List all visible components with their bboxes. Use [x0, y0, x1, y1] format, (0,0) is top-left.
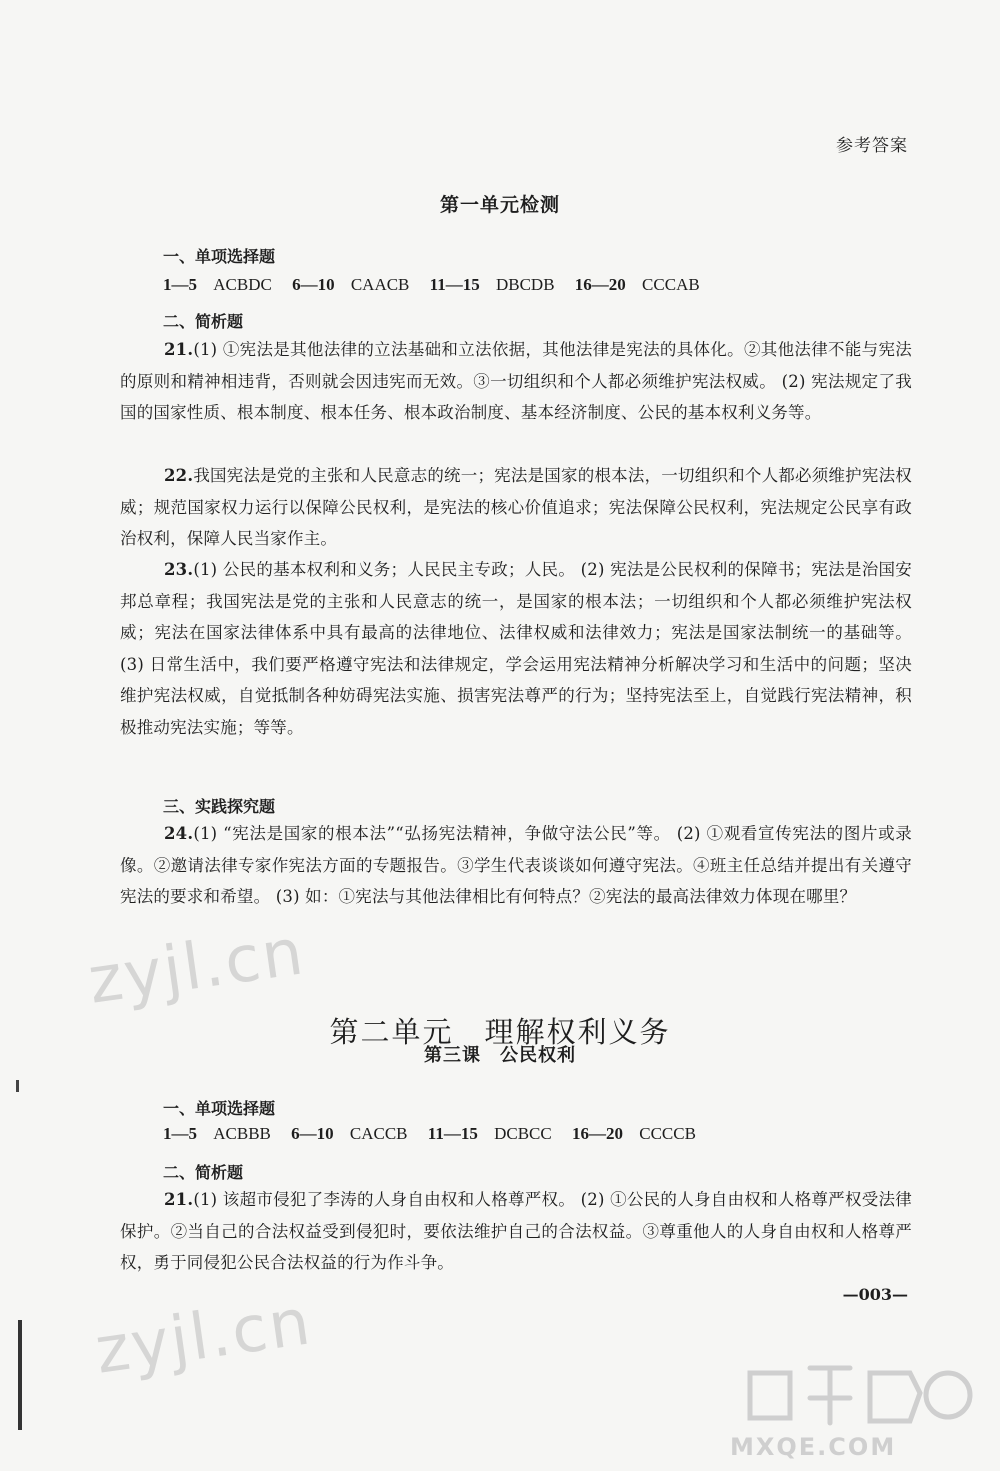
- unit2-answer-row: [163, 1124, 696, 1144]
- question-text: (1) “宪法是国家的根本法”“弘扬宪法精神，争做守法公民”等。 (2) ①观看宣传宪法的图片或录像。②邀请法律专家作宪法方面的专题报告。③学生代表谈谈如何遵守宪法。④班主任总结并提出有关遵守宪法的要求和希望。 (3) 如：①宪法与其他法律相比有何特点？②宪法的最高法律效力体现在哪里？: [120, 824, 912, 906]
- answer-letters: ACBDC: [213, 275, 272, 294]
- answer-range: 11—15: [427, 1124, 478, 1143]
- question-number: 22.: [164, 466, 194, 485]
- question-number: 24.: [164, 824, 194, 843]
- margin-mark: [18, 1320, 22, 1430]
- unit1-q23: [120, 554, 912, 743]
- answer-letters: CCCAB: [642, 275, 700, 294]
- question-text: (1) 该超市侵犯了李涛的人身自由权和人格尊严权。 (2) ①公民的人身自由权和人格尊严权受法律保护。②当自己的合法权益受到侵犯时，要依法维护自己的合法权益。③尊重他人的人身自由权和人格尊严权，勇于同侵犯公民合法权益的行为作斗争。: [120, 1190, 912, 1272]
- question-number: 21.: [164, 340, 194, 359]
- page-number: —003—: [842, 1285, 908, 1304]
- unit1-section-practice: 三、实践探究题: [163, 797, 276, 816]
- unit1-q21: [120, 334, 912, 429]
- question-text: (1) 公民的基本权利和义务；人民民主专政；人民。 (2) 宪法是公民权利的保障书；宪法是治国安邦总章程；我国宪法是党的主张和人民意志的统一，是国家的根本法；一切组织和个人都必须维护宪法权威；宪法在国家法律体系中具有最高的法律地位、法律权威和法律效力；宪法是国家法制统一的基础等。 (3) 日常生活中，我们要严格遵守宪法和法律规定，学会运用宪法精神分析解决学习和生活中的问题；坚决维护宪法权威，自觉抵制各种妨碍宪法实施、损害宪法尊严的行为；坚持宪法至上，自觉践行宪法精神，积极推动宪法实施；等等。: [120, 560, 912, 737]
- watermark-text: zyjl.cn: [90, 1285, 317, 1389]
- question-text: (1) ①宪法是其他法律的立法基础和立法依据，其他法律是宪法的具体化。②其他法律不能与宪法的原则和精神相违背，否则就会因违宪而无效。③一切组织和个人都必须维护宪法权威。 (2) 宪法规定了我国的国家性质、根本制度、根本任务、根本政治制度、基本经济制度、公民的基本权利义务等。: [120, 340, 912, 422]
- answer-letters: DBCDB: [495, 275, 555, 294]
- question-text: 我国宪法是党的主张和人民意志的统一；宪法是国家的根本法，一切组织和个人都必须维护宪法权威；规范国家权力运行以保障公民权利，是宪法的核心价值追求；宪法保障公民权利，宪法规定公民享有政治权利，保障人民当家作主。: [120, 466, 912, 548]
- answer-letters: CACCB: [349, 1124, 408, 1143]
- unit1-q24: [120, 818, 912, 913]
- answer-letters: CAACB: [350, 275, 410, 294]
- unit1-answer-row: [163, 275, 700, 295]
- unit1-section-choice: 一、单项选择题: [163, 247, 276, 266]
- answer-range: 6—10: [291, 1124, 334, 1143]
- watermark-logo: [720, 1343, 980, 1463]
- answer-letters: CCCCB: [639, 1124, 696, 1143]
- answer-range: 11—15: [429, 275, 480, 294]
- unit1-q22: [120, 460, 912, 555]
- margin-tick: [16, 1080, 19, 1092]
- watermark-text: zyjl.cn: [83, 915, 310, 1019]
- answer-letters: ACBBB: [213, 1124, 271, 1143]
- unit2-title: 第二单元 理解权利义务: [329, 1015, 671, 1049]
- unit1-title: 第一单元检测: [439, 194, 560, 216]
- answer-range: 6—10: [292, 275, 335, 294]
- answer-range: 1—5: [163, 1124, 197, 1143]
- logo-text: MXQE.COM: [730, 1433, 897, 1461]
- unit2-lesson-title: 第三课 公民权利: [424, 1045, 576, 1066]
- header-label: 参考答案: [836, 136, 908, 156]
- question-number: 23.: [164, 560, 194, 579]
- answer-letters: DCBCC: [494, 1124, 552, 1143]
- unit2-section-analysis: 二、简析题: [163, 1163, 244, 1182]
- answer-range: 1—5: [163, 275, 197, 294]
- unit2-q21: [120, 1184, 912, 1279]
- unit2-section-choice: 一、单项选择题: [163, 1099, 276, 1118]
- answer-range: 16—20: [574, 275, 626, 294]
- unit1-section-analysis: 二、简析题: [163, 312, 244, 331]
- question-number: 21.: [164, 1190, 194, 1209]
- answer-range: 16—20: [571, 1124, 623, 1143]
